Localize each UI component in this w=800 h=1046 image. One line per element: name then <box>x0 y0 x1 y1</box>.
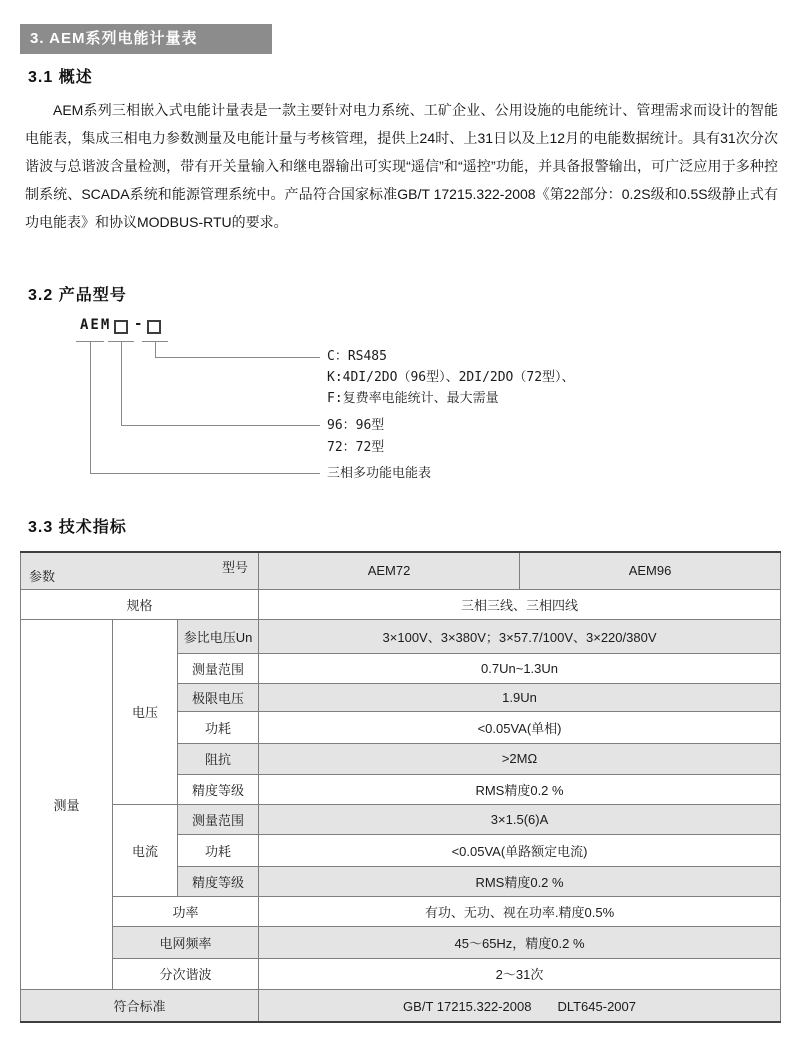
spec-heading: 3.3 技术指标 <box>28 519 127 536</box>
row-label: 参比电压Un <box>178 619 259 653</box>
model-label-base: 三相多功能电能表 <box>327 466 432 481</box>
stem-prefix <box>90 341 91 473</box>
stem-box1 <box>121 341 122 425</box>
stem-box2 <box>155 341 156 357</box>
row-label: 精度等级 <box>178 866 259 896</box>
row-value: <0.05VA(单路额定电流) <box>259 834 781 866</box>
row-value-standard: GB/T 17215.322-2008 DLT645-2007 <box>259 989 781 1022</box>
header-aem96: AEM96 <box>520 552 781 589</box>
section-banner: 3. AEM系列电能计量表 <box>20 24 272 54</box>
model-box-1 <box>114 320 128 334</box>
model-label-io: K:4DI/2DO（96型）、2DI/2DO（72型）、 <box>327 370 575 385</box>
row-label-harmonics: 分次谐波 <box>113 958 259 989</box>
row-value: >2MΩ <box>259 743 781 774</box>
row-value-guige: 三相三线、三相四线 <box>259 589 781 619</box>
overview-heading: 3.1 概述 <box>28 69 93 86</box>
model-label-tariff: F:复费率电能统计、最大需量 <box>327 391 499 406</box>
row-label: 精度等级 <box>178 774 259 804</box>
row-label-power: 功率 <box>113 896 259 926</box>
row-value: RMS精度0.2 % <box>259 774 781 804</box>
connector-prefix <box>90 473 320 474</box>
model-label-96: 96：96型 <box>327 418 385 433</box>
row-label-guige: 规格 <box>21 589 259 619</box>
model-label-comm: C：RS485 <box>327 349 387 364</box>
row-label-standard: 符合标准 <box>21 989 259 1022</box>
model-dash: - <box>134 316 143 332</box>
spec-table <box>20 551 781 1023</box>
row-label: 极限电压 <box>178 683 259 711</box>
header-aem72: AEM72 <box>259 552 520 589</box>
header-param-label: 参数 <box>29 568 56 584</box>
connector-box1 <box>121 425 320 426</box>
connector-box2 <box>155 357 320 358</box>
row-value: 3×1.5(6)A <box>259 804 781 834</box>
row-label: 功耗 <box>178 711 259 743</box>
model-prefix: AEM <box>80 317 112 333</box>
row-label: 测量范围 <box>178 653 259 683</box>
row-label: 阻抗 <box>178 743 259 774</box>
row-label: 测量范围 <box>178 804 259 834</box>
header-diagonal-cell <box>21 552 259 589</box>
row-value: RMS精度0.2 % <box>259 866 781 896</box>
row-label-frequency: 电网频率 <box>113 926 259 958</box>
model-box-2 <box>147 320 161 334</box>
row-label: 功耗 <box>178 834 259 866</box>
group-label-measure: 测量 <box>21 619 113 989</box>
row-value-frequency: 45～65Hz，精度0.2 % <box>259 926 781 958</box>
row-value: <0.05VA(单相) <box>259 711 781 743</box>
row-value: 3×100V、3×380V；3×57.7/100V、3×220/380V <box>259 619 781 653</box>
model-label-72: 72：72型 <box>327 440 385 455</box>
model-heading: 3.2 产品型号 <box>28 287 127 304</box>
group-label-voltage: 电压 <box>113 619 178 804</box>
row-value: 1.9Un <box>259 683 781 711</box>
group-label-current: 电流 <box>113 804 178 896</box>
header-model-label: 型号 <box>222 560 249 575</box>
row-value-harmonics: 2～31次 <box>259 958 781 989</box>
row-value: 0.7Un~1.3Un <box>259 653 781 683</box>
row-value-power: 有功、无功、视在功率.精度0.5% <box>259 896 781 926</box>
overview-paragraph: AEM系列三相嵌入式电能计量表是一款主要针对电力系统、工矿企业、公用设施的电能统计、管理需求而设计的智能电能表，集成三相电力参数测量及电能计量与考核管理，提供上24时、上31日以及上12月的电能数据统计。具有31次分次谐波与总谐波含量检测，带有开关量输入和继电器输出可实现“遥信”和“遥控”功能，并具备报警输出，可广泛应用于多种控制系统、SCADA系统和能源管理系统中。产品符合国家标准GB/T 17215.322-2008《第22部分：0.2S级和0.5S级静止式有功电能表》和协议MODBUS-RTU的要求。 <box>25 102 778 230</box>
